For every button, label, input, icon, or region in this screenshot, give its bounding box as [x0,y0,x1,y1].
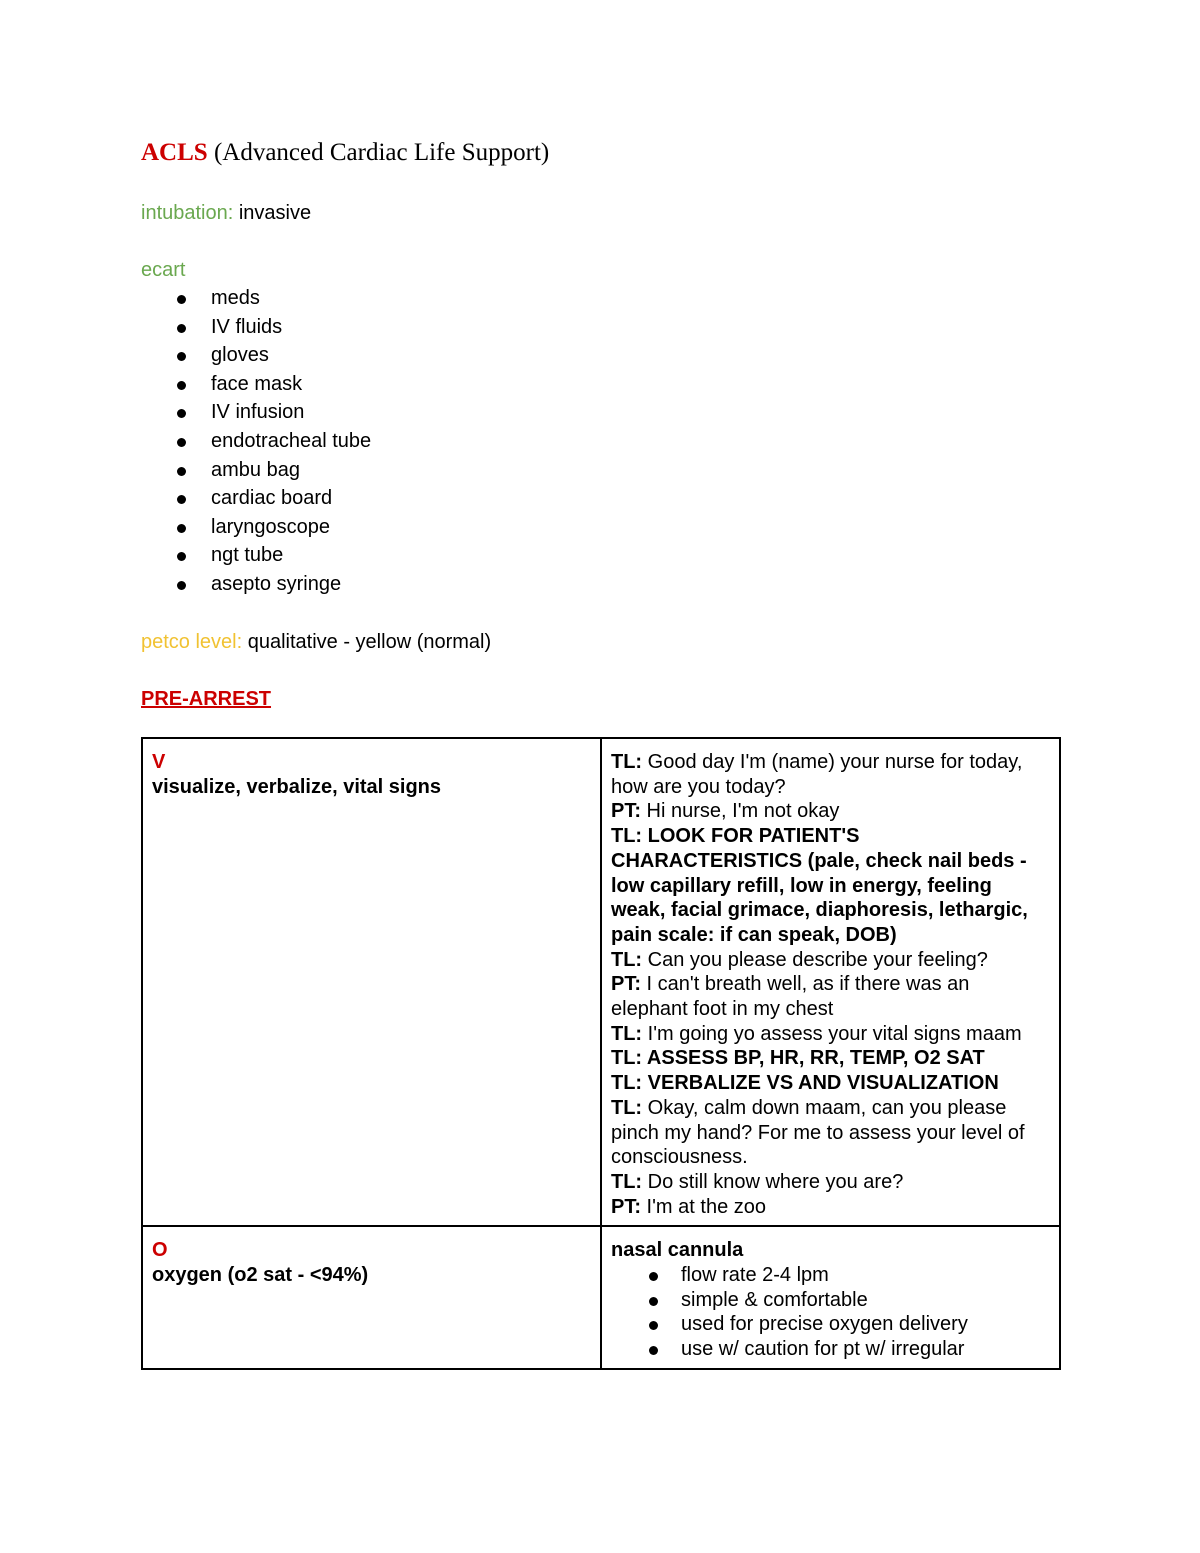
speaker-label: PT: [611,800,641,823]
list-item [141,398,1061,427]
bullet-icon [177,295,186,304]
script-line: TL: LOOK FOR PATIENT'S CHARACTERISTICS (pale, check nail beds - low capillary refill, low in energy, feeling weak, facial grimace, diaphoresis, lethargic, pain scale: if can speak, DOB) [611,825,1028,946]
script-line [611,1096,1050,1170]
list-item-text: face mask [211,372,303,395]
list-item-text: laryngoscope [211,515,330,538]
table-row [142,738,1060,1226]
list-item-text: simple & comfortable [681,1288,868,1311]
list-item-text: IV infusion [211,401,305,424]
script-line [611,1170,1050,1195]
bullet-icon [649,1272,658,1281]
table-cell-step [142,1226,601,1369]
intubation-label: intubation: [141,202,234,224]
list-item-text: asepto syringe [211,572,342,595]
script-line [611,799,1050,824]
speaker-label: PT: [611,1195,641,1218]
script-text: Hi nurse, I'm not okay [641,800,840,823]
script-text: Can you please describe your feeling? [642,948,988,971]
list-item [141,541,1061,570]
step-letter: O [152,1239,168,1262]
list-item [141,370,1061,399]
bullet-icon [177,324,186,333]
bullet-icon [649,1346,658,1355]
script-text: Do still know where you are? [642,1170,904,1193]
table-row [142,1226,1060,1369]
device-list [611,1263,1050,1362]
ecart-list [141,284,1061,599]
bullet-icon [649,1321,658,1330]
intubation-value: invasive [233,202,312,224]
list-item [141,513,1061,542]
list-item-text: cardiac board [211,487,333,510]
device-heading: nasal cannula [611,1239,744,1262]
list-item [611,1263,1050,1288]
intubation-line [141,199,1061,227]
speaker-label: TL: [611,751,643,773]
list-item-text: IV fluids [211,315,283,338]
script-line [611,972,1050,1021]
document-title [141,135,1061,171]
list-item-text: flow rate 2-4 lpm [681,1264,829,1287]
list-item [141,427,1061,456]
bullet-icon [177,409,186,418]
section-heading: PRE-ARREST [141,687,272,710]
speaker-label: TL: [611,948,643,971]
speaker-label: PT: [611,973,641,996]
bullet-icon [177,467,186,476]
bullet-icon [177,381,186,390]
petco-value: qualitative - yellow (normal) [242,630,492,653]
table-cell-step [142,738,601,1226]
title-full: (Advanced Cardiac Life Support) [207,139,550,166]
list-item [141,284,1061,313]
list-item-text: used for precise oxygen delivery [681,1313,968,1336]
list-item [141,341,1061,370]
script-line [611,948,1050,973]
script-text: I can't breath well, as if there was an elephant foot in my chest [611,973,970,1021]
speaker-label: TL: [611,1096,643,1119]
list-item-text: endotracheal tube [211,429,372,452]
bullet-icon [177,581,186,590]
script-text: I'm going yo assess your vital signs maam [642,1022,1022,1045]
bullet-icon [649,1297,658,1306]
script-text: Good day I'm (name) your nurse for today, how are you today? [611,751,1023,798]
list-item-text: use w/ caution for pt w/ irregular [681,1338,965,1361]
bullet-icon [177,438,186,447]
list-item [141,456,1061,485]
script-text: Okay, calm down maam, can you please pinch my hand? For me to assess your level of consciousness. [611,1096,1025,1169]
petco-label: petco level: [141,630,243,653]
list-item [141,570,1061,599]
script-line [611,750,1050,799]
step-letter: V [152,751,166,773]
step-label: visualize, verbalize, vital signs [152,775,442,798]
list-item [611,1312,1050,1337]
list-item [611,1337,1050,1362]
title-abbreviation: ACLS [141,139,208,166]
script-line: TL: VERBALIZE VS AND VISUALIZATION [611,1072,999,1095]
speaker-label: TL: [611,1170,643,1193]
script-line [611,1022,1050,1047]
petco-line [141,628,1061,656]
bullet-icon [177,352,186,361]
script-text: I'm at the zoo [641,1195,766,1218]
table-cell-script [601,1226,1060,1369]
script-line: TL: ASSESS BP, HR, RR, TEMP, O2 SAT [611,1047,985,1070]
document-body [141,135,1061,713]
script-line [611,1195,1050,1220]
list-item [141,313,1061,342]
list-item-text: ngt tube [211,544,284,567]
list-item-text: meds [211,287,260,309]
speaker-label: TL: [611,1022,643,1045]
list-item-text: gloves [211,344,269,367]
step-label: oxygen (o2 sat - <94%) [152,1264,369,1287]
pre-arrest-table [141,737,1061,1370]
ecart-label: ecart [141,259,186,281]
list-item [141,484,1061,513]
bullet-icon [177,495,186,504]
bullet-icon [177,524,186,533]
list-item-text: ambu bag [211,458,300,481]
bullet-icon [177,552,186,561]
table-cell-script [601,738,1060,1226]
list-item [611,1288,1050,1313]
